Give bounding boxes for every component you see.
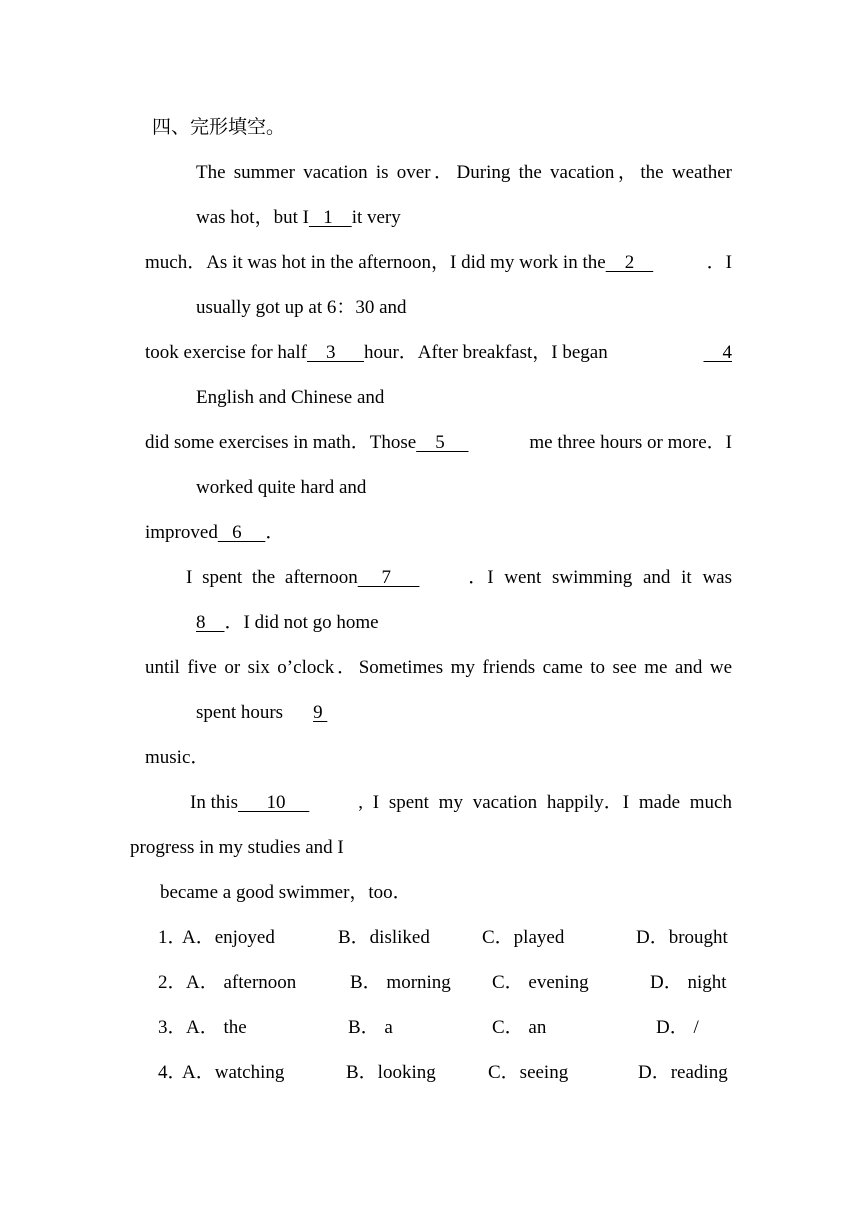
passage-line: worked quite hard and: [196, 477, 367, 498]
text: ．: [265, 522, 285, 543]
blank-2: 2: [605, 252, 654, 273]
text: ．I: [706, 252, 732, 273]
text: was hot，but I: [196, 207, 309, 228]
blank-3: 3: [306, 342, 364, 363]
passage-line: [145, 251, 732, 275]
passage-line: until five or six o’clock．Sometimes my friends came to see me and we: [145, 657, 732, 678]
text: ．I did not go home: [224, 612, 379, 633]
blank-4: 4: [703, 342, 732, 363]
passage-line: [196, 701, 327, 725]
blank-10: 10: [238, 792, 310, 813]
option-c: C． evening: [492, 972, 589, 993]
text: did some exercises in math．Those: [145, 432, 417, 453]
text: me three hours or more．I: [529, 432, 732, 453]
text: I spent the afternoon: [186, 567, 358, 588]
option-b: B．looking: [346, 1062, 436, 1083]
option-a: A．enjoyed: [182, 927, 275, 948]
option-d: D．brought: [636, 927, 728, 948]
text: much．As it was hot in the afternoon，I did my work in the: [145, 252, 606, 273]
option-c: C．seeing: [488, 1062, 569, 1083]
text: improved: [145, 522, 218, 543]
passage-line: usually got up at 6：30 and: [196, 297, 407, 318]
passage-line: [145, 521, 284, 545]
passage-line: [190, 791, 732, 815]
passage-line: became a good swimmer，too．: [160, 882, 412, 903]
option-d: D． night: [650, 972, 727, 993]
text: In this: [190, 792, 239, 813]
blank-6: 6: [217, 522, 266, 543]
option-d: D．reading: [638, 1062, 728, 1083]
option-a: A． afternoon: [186, 972, 297, 993]
text: took exercise for half: [145, 342, 307, 363]
question-number: 1．: [158, 927, 187, 948]
text: spent hours: [196, 702, 284, 723]
text: hour．After breakfast，I began: [363, 342, 608, 363]
section-title: 四、完形填空。: [152, 117, 286, 138]
question-number: 4．: [158, 1062, 187, 1083]
question-number: 2．: [158, 972, 187, 993]
passage-line: [196, 611, 379, 635]
text: , I spent my vacation happily．I made much: [358, 792, 732, 813]
passage-line: [145, 341, 732, 365]
question-number: 3．: [158, 1017, 187, 1038]
blank-8: 8: [196, 612, 225, 633]
passage-line: music．: [145, 747, 210, 768]
option-c: C．played: [482, 927, 565, 948]
blank-5: 5: [416, 432, 469, 453]
option-a: A． the: [186, 1017, 247, 1038]
passage-line: [186, 566, 732, 590]
option-b: B． morning: [350, 972, 451, 993]
passage-line: English and Chinese and: [196, 387, 385, 408]
option-c: C． an: [492, 1017, 547, 1038]
blank-1: 1: [308, 207, 352, 228]
passage-line: [196, 206, 401, 230]
text: ．I went swimming and it was: [468, 567, 732, 588]
option-d: D． /: [656, 1017, 699, 1038]
passage-line: [145, 431, 732, 455]
passage-line: The summer vacation is over．During the vacation，the weather: [196, 162, 732, 183]
option-a: A．watching: [182, 1062, 285, 1083]
option-b: B． a: [348, 1017, 393, 1038]
passage-line: progress in my studies and I: [130, 837, 344, 858]
blank-9: 9: [313, 702, 328, 723]
blank-7: 7: [357, 567, 420, 588]
text: it very: [351, 207, 401, 228]
option-b: B．disliked: [338, 927, 430, 948]
